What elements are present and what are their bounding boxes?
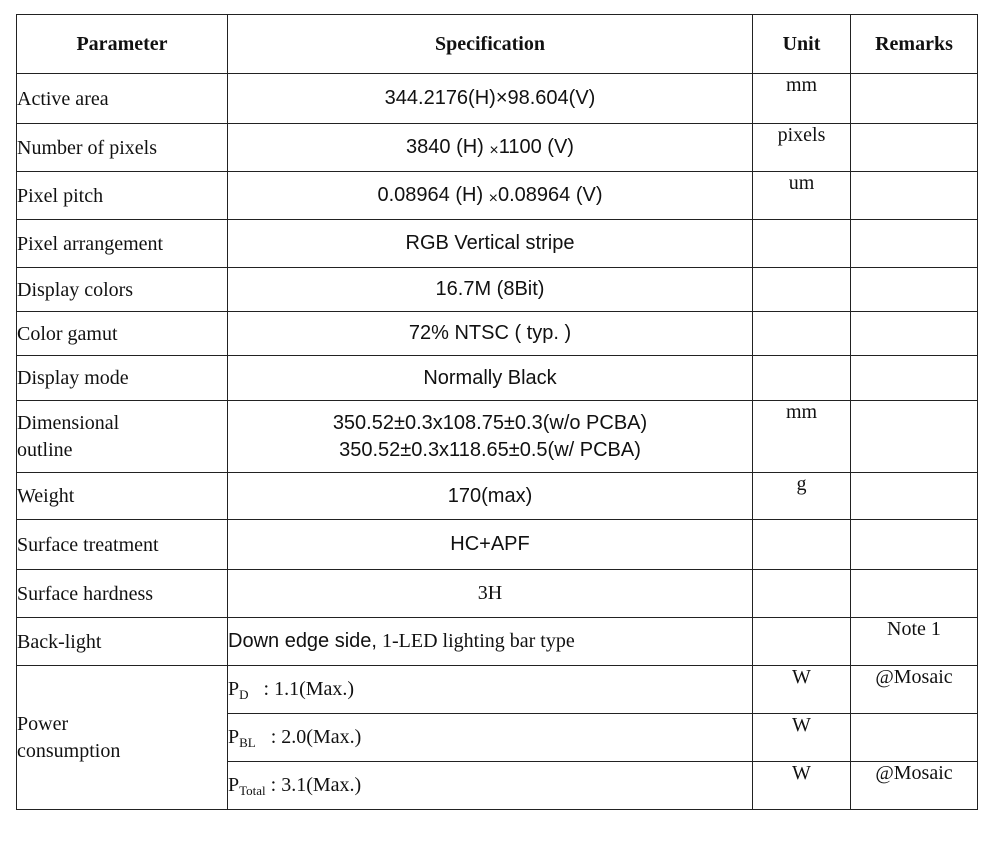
param-weight: Weight [17,473,228,520]
spec-pixels [228,124,753,172]
remarks-power-ptotal: @Mosaic [851,762,978,810]
remarks-pitch [851,172,978,220]
table-row [17,473,978,520]
table-row [17,220,978,268]
param-outline-line-1: Dimensional [17,411,120,434]
table-row [17,401,978,473]
p-subscript: BL [239,735,256,750]
spec-outline [228,401,753,473]
param-power [17,666,228,810]
param-colors: Display colors [17,268,228,312]
spec-power-pd [228,666,753,714]
p-value: : 1.1(Max.) [248,678,355,700]
spec-mode: Normally Black [228,356,753,401]
spec-outline-line-1: 350.52±0.3x108.75±0.3(w/o PCBA) [332,411,648,434]
spec-gamut: 72% NTSC ( typ. ) [228,312,753,356]
spec-active-area: 344.2176(H)×98.604(V) [228,74,753,124]
spec-backlight-a: Down edge side, [228,630,377,652]
spec-arrangement: RGB Vertical stripe [228,220,753,268]
unit-pitch: um [753,172,851,220]
remarks-weight [851,473,978,520]
unit-mode [753,356,851,401]
unit-arrangement [753,220,851,268]
p-value: : 3.1(Max.) [265,774,362,796]
remarks-active-area [851,74,978,124]
param-outline [17,401,228,473]
param-outline-line-2: outline [17,438,73,461]
remarks-gamut [851,312,978,356]
remarks-colors [851,268,978,312]
param-active-area: Active area [17,74,228,124]
spec-weight: 170(max) [228,473,753,520]
unit-power-pbl: W [753,714,851,762]
remarks-pixels [851,124,978,172]
remarks-arrangement [851,220,978,268]
header-remarks: Remarks [851,15,978,74]
spec-table [16,14,978,810]
spec-pixels-v: 1100 (V) [498,136,574,158]
param-arrangement: Pixel arrangement [17,220,228,268]
unit-surface-hardness [753,570,851,618]
spec-outline-line-2: 350.52±0.3x118.65±0.5(w/ PCBA) [339,438,641,461]
table-row [17,570,978,618]
spec-power-ptotal [228,762,753,810]
remarks-power-pbl [851,714,978,762]
remarks-power-pd: @Mosaic [851,666,978,714]
p-symbol: P [228,774,240,796]
param-pitch: Pixel pitch [17,172,228,220]
unit-surface-treatment [753,520,851,570]
times-sign: × [488,190,498,207]
remarks-outline [851,401,978,473]
table-row [17,124,978,172]
header-row [17,15,978,74]
p-subscript: D [239,687,249,702]
spec-backlight-b: 1-LED lighting bar type [376,630,575,652]
spec-pitch-v: 0.08964 (V) [498,184,603,206]
p-subscript: Total [239,783,266,798]
remarks-surface-treatment [851,520,978,570]
table-row [17,268,978,312]
times-sign: × [489,142,499,159]
param-backlight: Back-light [17,618,228,666]
remarks-mode [851,356,978,401]
param-pixels: Number of pixels [17,124,228,172]
unit-backlight [753,618,851,666]
spec-colors: 16.7M (8Bit) [228,268,753,312]
table-row [17,520,978,570]
table-row [17,666,978,714]
spec-surface-treatment: HC+APF [228,520,753,570]
table-row [17,356,978,401]
param-power-line-2: consumption [17,739,121,762]
unit-pixels: pixels [753,124,851,172]
table-row [17,618,978,666]
unit-power-ptotal: W [753,762,851,810]
table-row [17,172,978,220]
unit-gamut [753,312,851,356]
param-power-line-1: Power [17,712,69,735]
remarks-backlight: Note 1 [851,618,978,666]
p-symbol: P [228,726,240,748]
unit-weight: g [753,473,851,520]
unit-power-pd: W [753,666,851,714]
spec-surface-hardness: 3H [228,570,753,618]
unit-colors [753,268,851,312]
param-mode: Display mode [17,356,228,401]
header-specification: Specification [228,15,753,74]
table-row [17,74,978,124]
param-surface-hardness: Surface hardness [17,570,228,618]
header-parameter: Parameter [17,15,228,74]
spec-pitch [228,172,753,220]
spec-pitch-h: 0.08964 (H) [377,184,489,206]
unit-active-area: mm [753,74,851,124]
p-symbol: P [228,678,240,700]
spec-power-pbl [228,714,753,762]
p-value: : 2.0(Max.) [255,726,362,748]
spec-pixels-h: 3840 (H) [406,136,490,158]
spec-backlight [228,618,753,666]
header-unit: Unit [753,15,851,74]
param-gamut: Color gamut [17,312,228,356]
table-row [17,312,978,356]
remarks-surface-hardness [851,570,978,618]
unit-outline: mm [753,401,851,473]
param-surface-treatment: Surface treatment [17,520,228,570]
